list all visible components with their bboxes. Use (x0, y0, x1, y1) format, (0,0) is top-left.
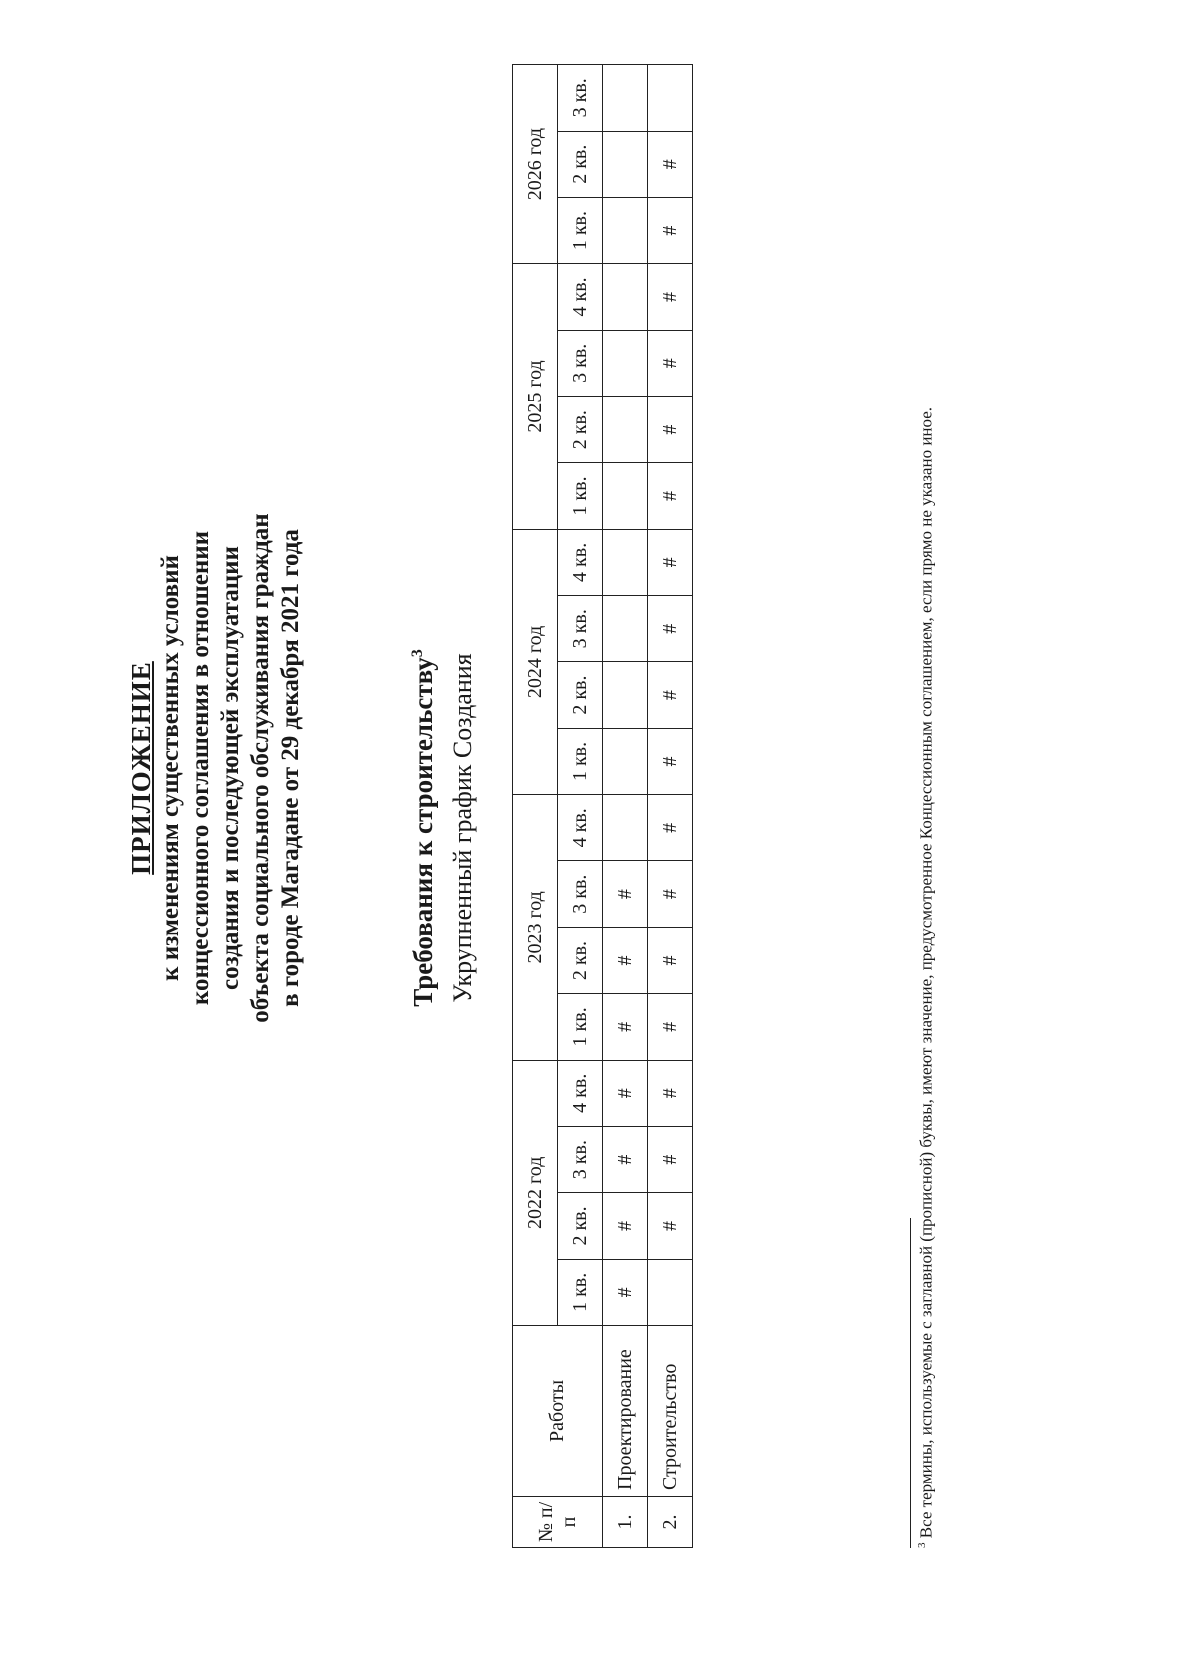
schedule-cell (648, 1259, 693, 1325)
schedule-body (603, 65, 693, 1548)
schedule-cell (603, 396, 648, 462)
row-number: 2. (648, 1497, 693, 1548)
quarter-header: 3 кв. (558, 1126, 603, 1192)
year-header: 2025 год (513, 264, 558, 529)
header-line: в городе Магадане от 29 декабря 2021 года (277, 529, 304, 1007)
year-header: 2024 год (513, 529, 558, 794)
quarter-header: 2 кв. (558, 662, 603, 728)
schedule-cell (603, 728, 648, 794)
schedule-cell (648, 65, 693, 132)
schedule-cell: # (648, 396, 693, 462)
schedule-cell (603, 65, 648, 132)
quarter-header: 1 кв. (558, 463, 603, 529)
schedule-cell: # (648, 264, 693, 330)
year-header: 2022 год (513, 1060, 558, 1325)
work-name: Строительство (648, 1326, 693, 1497)
quarter-header: 4 кв. (558, 1060, 603, 1126)
schedule-cell (603, 529, 648, 595)
schedule-cell (603, 330, 648, 396)
schedule-cell: # (603, 1193, 648, 1259)
col-num-header: № п/п (513, 1497, 603, 1548)
quarter-header: 4 кв. (558, 795, 603, 861)
quarter-header: 3 кв. (558, 596, 603, 662)
header-line: объекта социального обслуживания граждан (247, 513, 274, 1023)
header-line: создания и последующей эксплуатации (217, 546, 244, 990)
schedule-cell (603, 197, 648, 263)
schedule-cell: # (603, 927, 648, 993)
quarter-header-row (558, 65, 603, 1548)
quarter-header: 1 кв. (558, 197, 603, 263)
footnote (916, 407, 937, 1548)
schedule-cell: # (648, 463, 693, 529)
appendix-title: ПРИЛОЖЕНИЕ (126, 661, 156, 875)
quarter-header: 2 кв. (558, 396, 603, 462)
col-work-header: Работы (513, 1326, 603, 1497)
schedule-cell (603, 662, 648, 728)
section-title (408, 0, 439, 1656)
schedule-cell (603, 795, 648, 861)
year-header: 2026 год (513, 65, 558, 264)
schedule-cell: # (603, 1259, 648, 1325)
quarter-header: 1 кв. (558, 994, 603, 1060)
schedule-cell: # (603, 1126, 648, 1192)
work-name: Проектирование (603, 1326, 648, 1497)
quarter-header: 1 кв. (558, 1259, 603, 1325)
quarter-header: 3 кв. (558, 65, 603, 132)
header-line: концессионного соглашения в отношении (187, 530, 214, 1006)
header-line: к изменениям существенных условий (157, 555, 184, 981)
schedule-subtitle: Укрупненный график Создания (448, 653, 477, 1003)
year-header: 2023 год (513, 795, 558, 1060)
schedule-cell (603, 596, 648, 662)
quarter-header: 4 кв. (558, 529, 603, 595)
quarter-header: 3 кв. (558, 330, 603, 396)
schedule-cell (603, 463, 648, 529)
table-row (603, 65, 648, 1548)
schedule-cell: # (648, 795, 693, 861)
quarter-header: 2 кв. (558, 1193, 603, 1259)
schedule-cell: # (648, 131, 693, 197)
schedule-cell: # (648, 927, 693, 993)
schedule-cell: # (603, 1060, 648, 1126)
footnote-divider (910, 1218, 911, 1548)
schedule-cell: # (648, 529, 693, 595)
schedule-cell: # (648, 596, 693, 662)
schedule-cell (603, 264, 648, 330)
footnote-mark: 3 (916, 1542, 928, 1548)
schedule-table (512, 64, 693, 1548)
appendix-header (126, 0, 306, 1596)
schedule-cell: # (648, 728, 693, 794)
footnote-ref: 3 (409, 649, 426, 658)
schedule-cell: # (648, 1060, 693, 1126)
schedule-cell: # (648, 861, 693, 927)
table-row (648, 65, 693, 1548)
schedule-cell (603, 131, 648, 197)
schedule-cell: # (648, 197, 693, 263)
section-title-text: Требования к строительству (408, 657, 438, 1007)
schedule-cell: # (603, 861, 648, 927)
schedule-cell: # (648, 662, 693, 728)
schedule-cell: # (648, 994, 693, 1060)
year-header-row (513, 65, 558, 1548)
footnote-text: Все термины, используемые с заглавной (прописной) буквы, имеют значение, предусмотренное Концессионным соглашением, если прямо не указано иное. (916, 406, 936, 1539)
schedule-cell: # (648, 1126, 693, 1192)
quarter-header: 1 кв. (558, 728, 603, 794)
quarter-header: 4 кв. (558, 264, 603, 330)
row-number: 1. (603, 1497, 648, 1548)
schedule-cell: # (603, 994, 648, 1060)
schedule-cell: # (648, 1193, 693, 1259)
quarter-header: 2 кв. (558, 927, 603, 993)
quarter-header: 2 кв. (558, 131, 603, 197)
quarter-header: 3 кв. (558, 861, 603, 927)
schedule-cell: # (648, 330, 693, 396)
